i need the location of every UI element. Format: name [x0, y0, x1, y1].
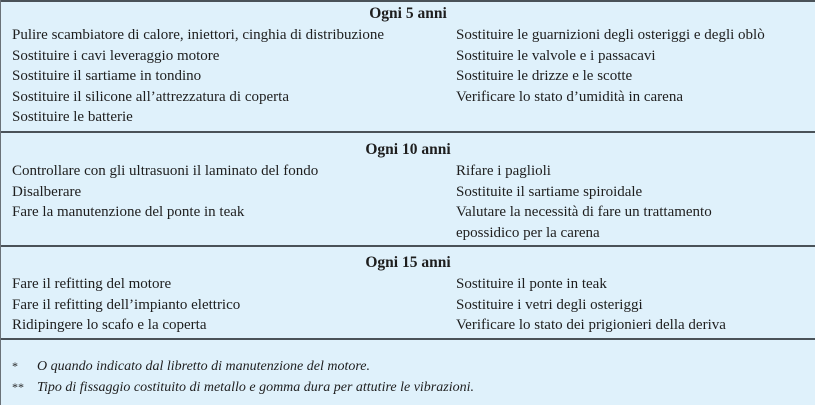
task-item: Ridipingere lo scafo e la coperta [12, 317, 207, 334]
section-15-years-right-column [456, 274, 726, 336]
task-item: Fare la manutenzione del ponte in teak [12, 204, 245, 221]
footnote-text: Tipo di fissaggio costituito di metallo e gomma dura per attutire le vibrazioni. [37, 380, 474, 395]
task-item: Sostituire il ponte in teak [456, 276, 607, 292]
section-title-10-years: Ogni 10 anni [365, 141, 451, 158]
footnote-mark: ** [12, 380, 24, 394]
section-divider [1, 131, 815, 133]
task-item: Valutare la necessità di fare un trattamento [456, 204, 712, 221]
task-item: Sostituire il sartiame in tondino [12, 68, 202, 85]
section-title-5-years: Ogni 5 anni [369, 5, 447, 22]
task-item: Sostituire le drizze e le scotte [456, 68, 633, 85]
footnote-text: O quando indicato dal libretto di manutenzione del motore. [37, 359, 370, 374]
footnotes [12, 356, 474, 398]
task-item: Sostituire i vetri degli osteriggi [456, 296, 643, 313]
task-item: epossidico per la carena [456, 224, 600, 241]
task-item: Sostituire i cavi leveraggio motore [12, 47, 220, 64]
section-5-years-right-column [456, 25, 765, 107]
task-item: Sostituire il silicone all’attrezzatura di coperta [12, 88, 289, 105]
task-item: Fare il refitting del motore [12, 276, 172, 292]
section-divider [1, 338, 815, 340]
task-item: Verificare lo stato d’umidità in carena [456, 88, 683, 105]
section-divider [1, 245, 815, 247]
task-item: Sostituire le valvole e i passacavi [456, 47, 656, 64]
section-10-years-left-column [12, 161, 318, 223]
task-item: Sostituire le batterie [12, 109, 133, 126]
task-item: Fare il refitting dell’impianto elettrico [12, 296, 241, 313]
footnote-mark: * [12, 359, 18, 373]
task-item: Sostituite il sartiame spiroidale [456, 183, 643, 200]
task-item: Controllare con gli ultrasuoni il laminato del fondo [12, 163, 319, 179]
task-item: Disalberare [12, 183, 82, 200]
section-title-15-years: Ogni 15 anni [365, 254, 451, 271]
task-item: Rifare i paglioli [456, 163, 551, 179]
top-rule [1, 0, 815, 2]
section-10-years-right-column [456, 161, 712, 243]
task-item: Sostituire le guarnizioni degli osteriggi e degli oblò [456, 27, 765, 43]
task-item: Pulire scambiatore di calore, iniettori, cinghia di distribuzione [12, 27, 384, 43]
footnote [12, 377, 474, 398]
footnote [12, 356, 474, 377]
section-5-years-left-column [12, 25, 384, 128]
task-item: Verificare lo stato dei prigionieri della deriva [456, 317, 726, 334]
section-15-years-left-column [12, 274, 240, 336]
